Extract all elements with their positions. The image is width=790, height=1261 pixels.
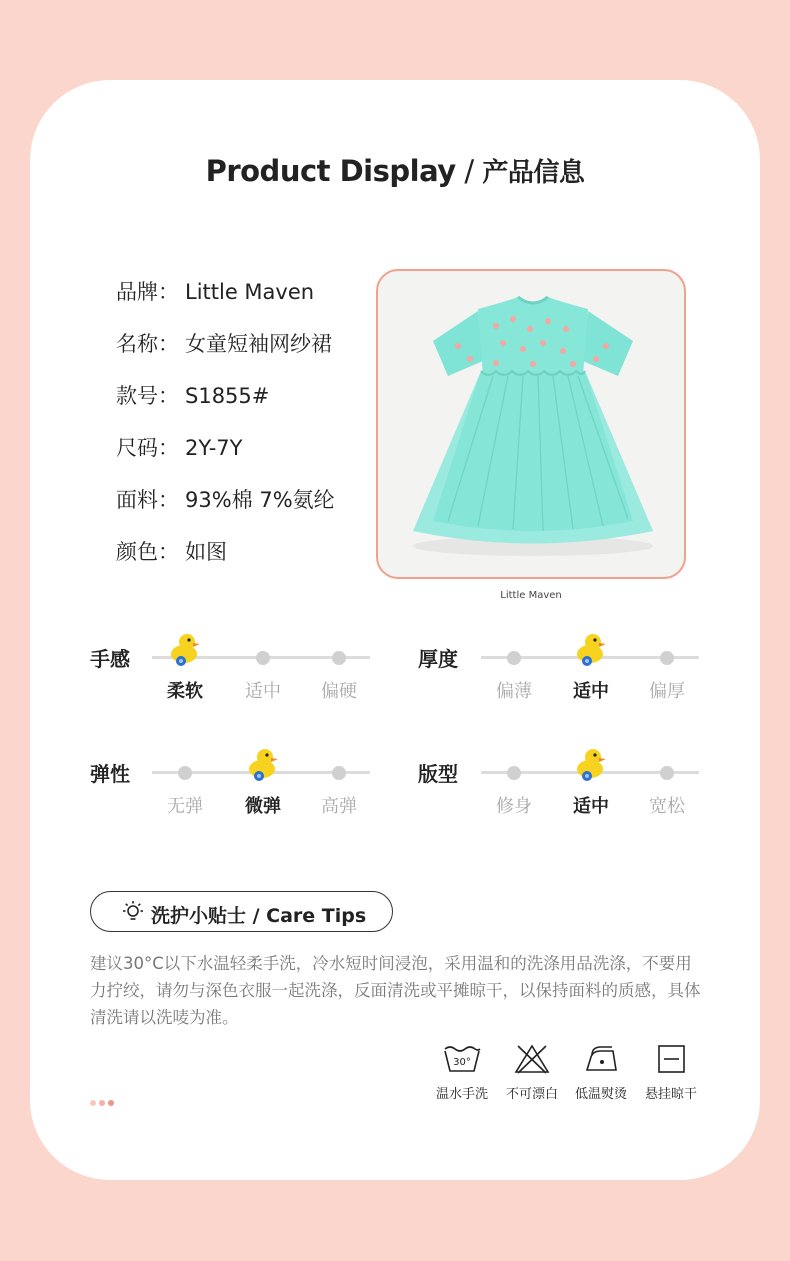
attribute-option: 宽松 (649, 796, 685, 817)
attribute-label: 手感 (90, 647, 130, 671)
scale-dot (660, 766, 674, 780)
care-tips-heading: 洗护小贴士 / Care Tips (151, 905, 367, 927)
spec-fabric: 面料： 93%棉 7%氨纶 (116, 488, 335, 512)
hand-wash-icon (442, 1043, 482, 1075)
attribute-label: 版型 (418, 762, 458, 786)
attribute-option: 柔软 (167, 681, 203, 702)
attribute-option: 微弹 (245, 796, 281, 817)
care-item-hand-wash: 30° 温水手洗 (427, 1043, 497, 1102)
hang-dry-icon (651, 1043, 691, 1075)
photo-caption: Little Maven (500, 590, 562, 601)
scale-dot (332, 766, 346, 780)
spec-size: 尺码： 2Y-7Y (116, 436, 243, 460)
attribute-option: 偏厚 (649, 681, 685, 702)
spec-color: 颜色： 如图 (116, 540, 227, 564)
scale-dot (256, 651, 270, 665)
scale-dot (332, 651, 346, 665)
low-iron-icon (581, 1043, 621, 1075)
care-item-hang-dry: 悬挂晾干 (636, 1043, 706, 1102)
care-item-low-iron: 低温熨烫 (566, 1043, 636, 1102)
attribute-option: 适中 (573, 681, 609, 702)
scale-dot (178, 766, 192, 780)
attribute-label: 厚度 (418, 647, 458, 671)
scale-dot (660, 651, 674, 665)
spec-style-no: 款号： S1855# (116, 384, 270, 408)
product-photo (376, 269, 686, 579)
attribute-option: 修身 (496, 796, 532, 817)
care-tips-body: 建议30°C以下水温轻柔手洗，冷水短时间浸泡，采用温和的洗涤用品洗涤，不要用力拧绞，请勿与深色衣服一起洗涤，反面清洗或平摊晾干，以保持面料的质感，具体清洗请以洗唛为准。 (90, 954, 701, 1027)
attribute-option: 适中 (245, 681, 281, 702)
spec-name: 名称： 女童短袖网纱裙 (116, 332, 332, 356)
duck-marker-icon (574, 747, 608, 783)
scale-dot (507, 651, 521, 665)
attribute-option: 无弹 (167, 796, 203, 817)
attribute-option: 偏硬 (321, 681, 357, 702)
svg-text:30°: 30° (453, 1057, 471, 1068)
duck-marker-icon (574, 632, 608, 668)
attribute-label: 弹性 (90, 762, 130, 786)
no-bleach-icon (512, 1043, 552, 1075)
spec-brand: 品牌： Little Maven (116, 280, 315, 304)
duck-marker-icon (246, 747, 280, 783)
care-tips-title (90, 891, 393, 932)
duck-marker-icon (168, 632, 202, 668)
attribute-option: 适中 (573, 796, 609, 817)
scale-dot (507, 766, 521, 780)
page-indicator (90, 1091, 117, 1110)
page-title: Product Display / 产品信息 (205, 154, 585, 188)
care-item-no-bleach: 不可漂白 (497, 1043, 567, 1102)
dress-illustration (378, 271, 684, 577)
attribute-option: 偏薄 (496, 681, 532, 702)
lightbulb-icon (121, 900, 145, 924)
attribute-option: 高弹 (321, 796, 357, 817)
